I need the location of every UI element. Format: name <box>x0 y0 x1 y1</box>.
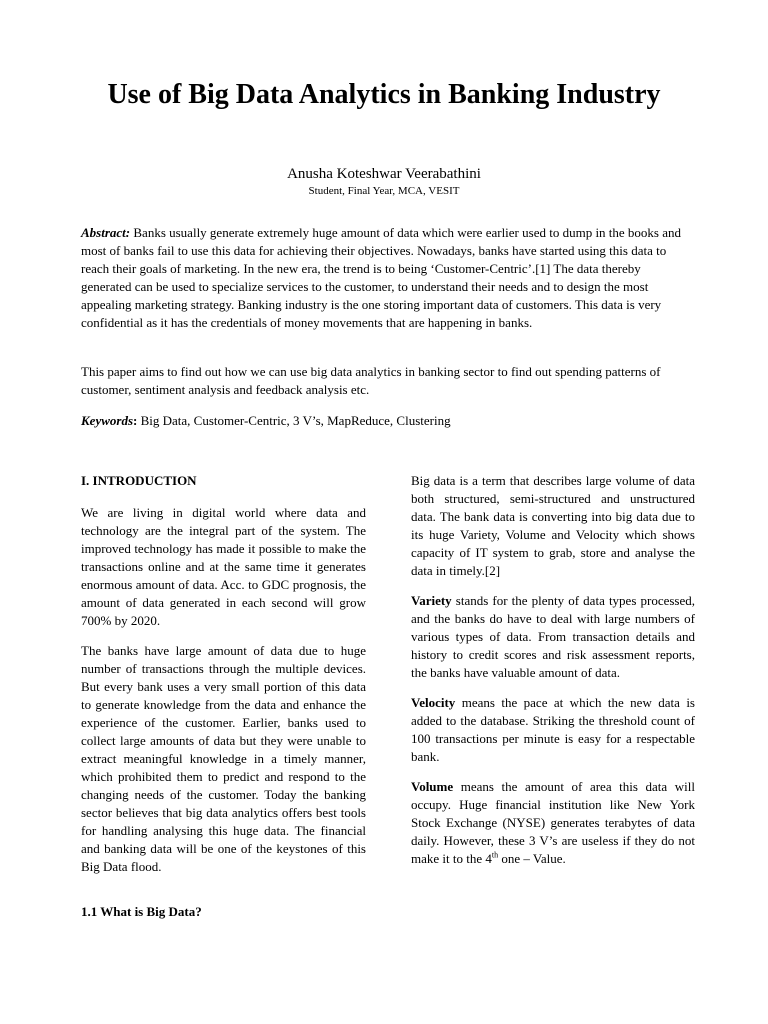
subsection-heading-what-is-big-data: 1.1 What is Big Data? <box>81 904 202 919</box>
velocity-text: means the pace at which the new data is added to the database. Striking the threshold count of 100 transactions per minute is easy for a respectable bank. <box>411 695 695 764</box>
volume-text: means the amount of area this data will occupy. Huge financial institution like New York Stock Exchange (NYSE) generates terabytes of data daily. However, these 3 V’s are useless if they do not make it to the 4 <box>411 779 695 866</box>
keywords-paragraph <box>81 412 688 430</box>
paper-title: Use of Big Data Analytics in Banking Industry <box>107 79 661 110</box>
intro-paragraph-2: The banks have large amount of data due to huge number of transactions through the multiple devices. But every bank uses a very small portion of this data to generate knowledge from the data and enhance the experience of the customer. Earlier, banks used to collect large amounts of data but they were unable to extract meaningful knowledge in a timely manner, which prohibited them to predict and respond to the changing needs of the customer. Today the banking sector believes that big data analytics offers best tools for handling analysing this huge data. The financial and banking data will be one of the keystones of this Big Data flood. <box>81 643 366 874</box>
abstract-text: Banks usually generate extremely huge amount of data which were earlier used to dump in the books and most of banks fail to use this data for achieving their objectives. Nowadays, banks have started using this data to reach their goals of marketing. In the new era, the trend is to being ‘Customer-Centric’.[1] The data thereby generated can be used to specialize services to the customer, to understand their needs and to design the most appealing marketing strategy. Banking industry is the one storing important data of customers. This data is very confidential as it has the credentials of money movements that are happening in banks. <box>81 225 682 330</box>
author-name: Anusha Koteshwar Veerabathini <box>287 166 481 182</box>
variety-paragraph <box>411 592 695 682</box>
volume-term: Volume <box>411 779 454 794</box>
volume-end: one – Value. <box>498 851 566 866</box>
variety-term: Variety <box>411 593 452 608</box>
abstract-label: Abstract: <box>81 225 131 240</box>
volume-paragraph <box>411 778 695 868</box>
intro-paragraph-1: We are living in digital world where data and technology are the integral part of the system. The improved technology has made it possible to make the transactions online and at the same time it generates enormous amount of data. Acc. to GDC prognosis, the amount of data generated in each second will grow 700% by 2020. <box>81 505 366 628</box>
right-column <box>411 472 695 880</box>
keywords-text: Big Data, Customer-Centric, 3 V’s, MapReduce, Clustering <box>137 413 451 428</box>
aim-paragraph: This paper aims to find out how we can use big data analytics in banking sector to find out spending patterns of customer, sentiment analysis and feedback analysis etc. <box>81 364 661 397</box>
keywords-label: Keywords <box>81 413 133 428</box>
section-heading-introduction: I. INTRODUCTION <box>81 473 197 488</box>
abstract-paragraph <box>81 224 688 332</box>
keywords-colon: : <box>133 413 138 428</box>
velocity-paragraph <box>411 694 695 766</box>
big-data-definition-paragraph: Big data is a term that describes large volume of data both structured, semi-structured and unstructured data. The bank data is converting into big data due to its huge Variety, Volume and Velocity which shows capacity of IT system to grab, store and analyse the data in timely.[2] <box>411 473 695 578</box>
velocity-term: Velocity <box>411 695 456 710</box>
volume-superscript: th <box>491 850 499 860</box>
variety-text: stands for the plenty of data types processed, and the banks do have to deal with large numbers of various types of data. From transaction details and history to credit scores and risk assessment reports, the banks have valuable amount of data. <box>411 593 695 680</box>
left-column <box>81 504 366 888</box>
author-affiliation: Student, Final Year, MCA, VESIT <box>308 185 460 197</box>
